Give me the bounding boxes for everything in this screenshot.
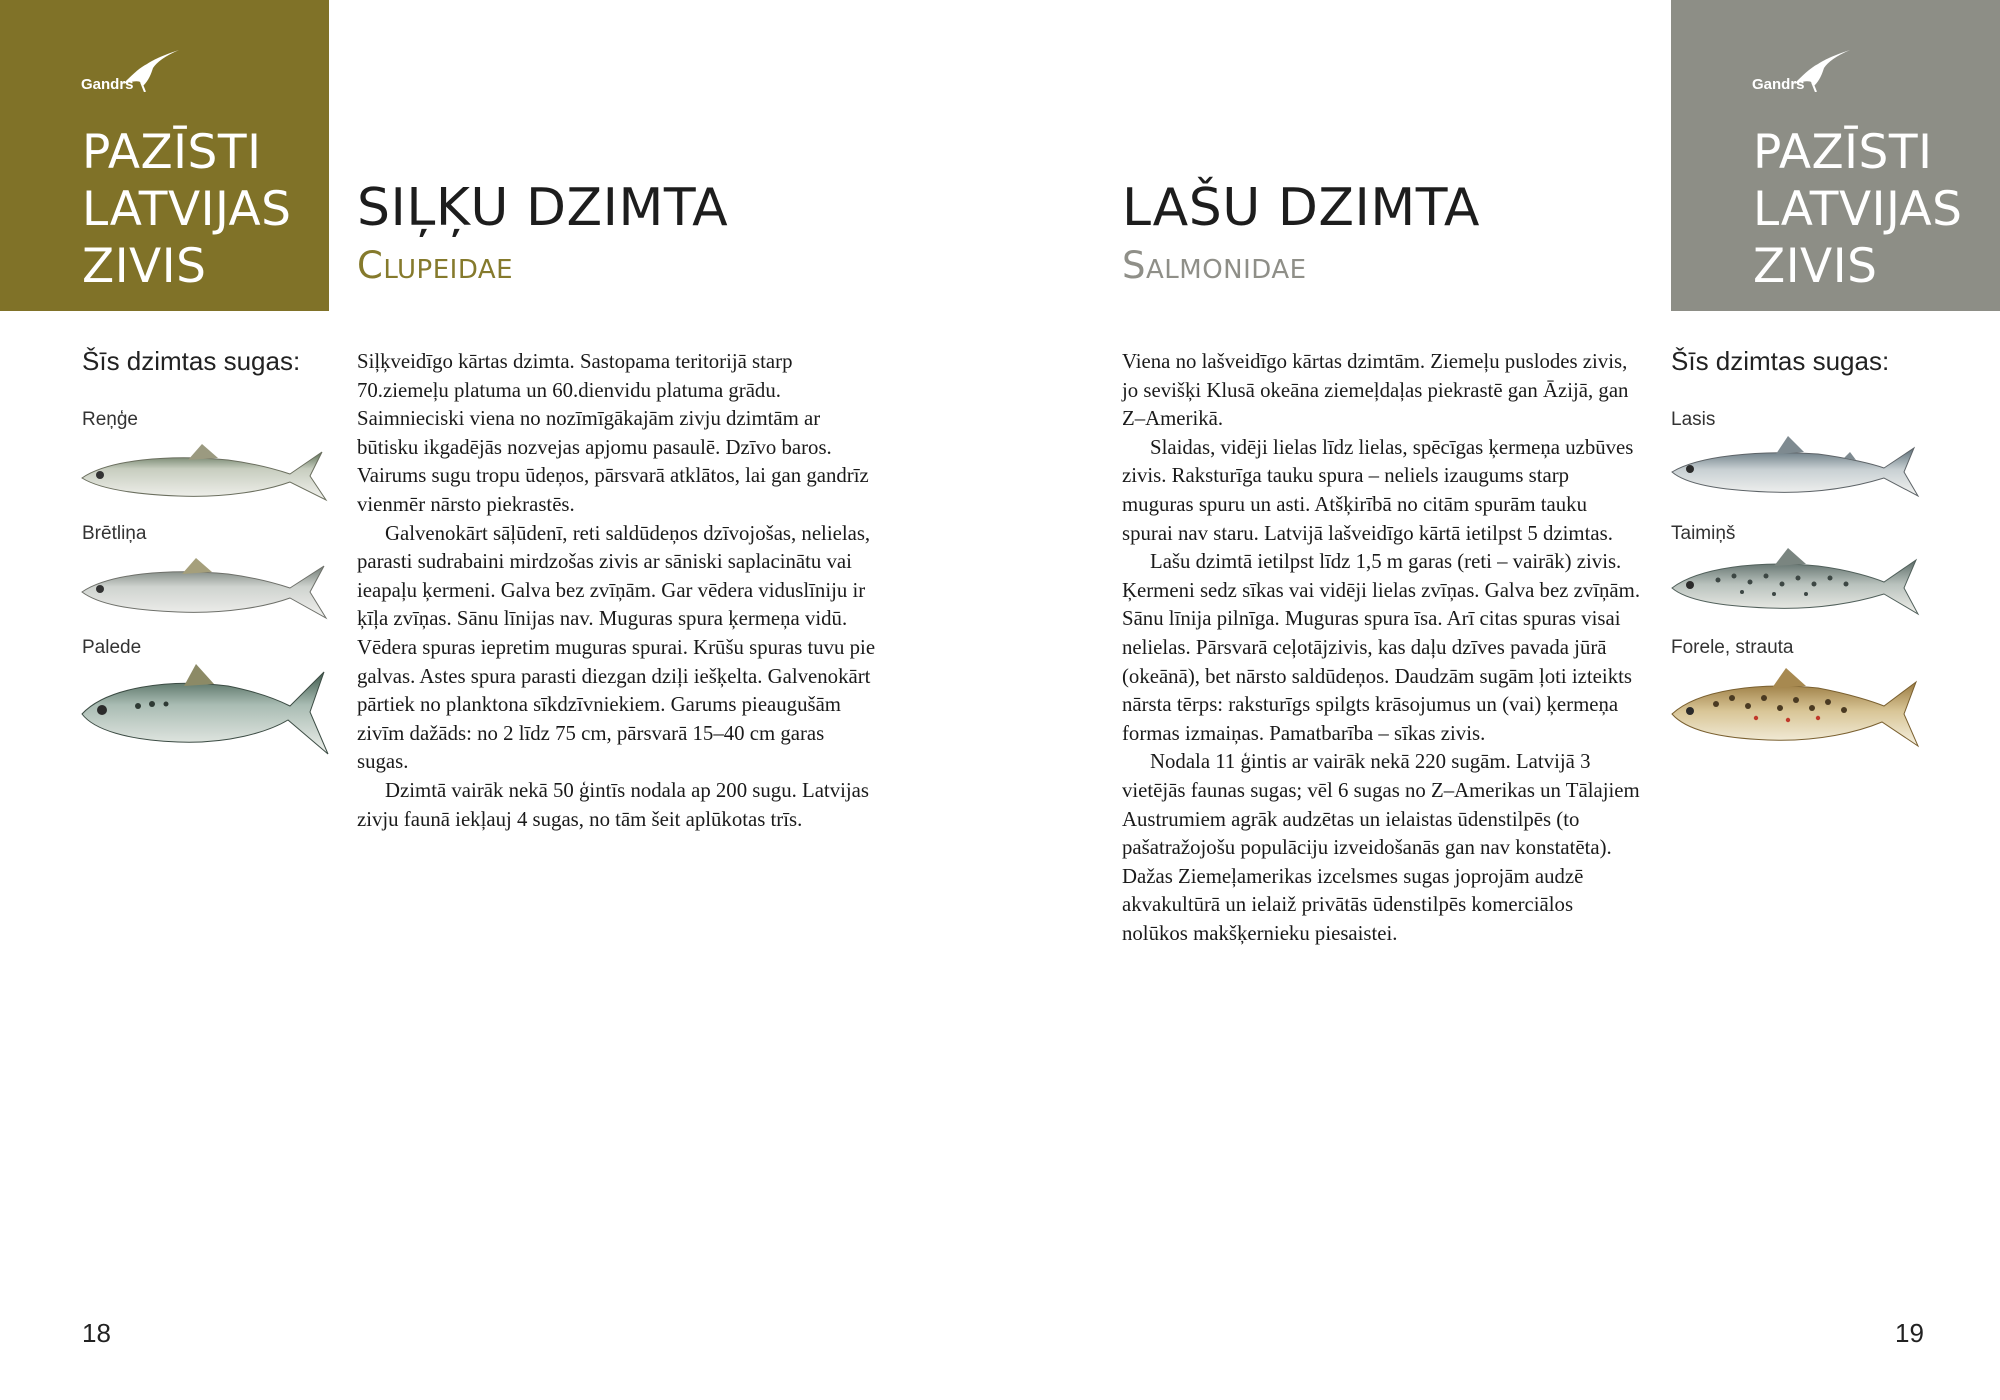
paragraph: Siļķveidīgo kārtas dzimta. Sastopama teritorijā starp 70.ziemeļu platuma un 60.dienvidu platuma grādu. Saimnieciski viena no nozīmīgākajām zivju dzimtām ar būtisku ikgadējās nozvejas apjomu pasaulē. Dzīvo baros. Vairums sugu tropu ūdeņos, pārsvarā atklātos, lai gan gandrīz vienmēr nārsto piekrastēs. [357,350,869,516]
paragraph: Slaidas, vidēji lielas līdz lielas, spēcīgas ķermeņa uzbūves zivis. Raksturīga tauku spura – neliels izaugums starp muguras spuru un asti. Atšķirībā no citām spurām tauku spurai nav staru. Latvijā lašveidīgo kārtā ietilpst 5 dzimtas. [1122,435,1634,545]
logo-text: Gandrs [1752,76,1805,93]
paragraph: Viena no lašveidīgo kārtas dzimtām. Ziemeļu puslodes zivis, jo sevišķi Klusā okeāna ziemeļdaļas piekrastē gan Āzijā, gan Z–Amerikā. [1122,350,1629,431]
paragraph: Dzimtā vairāk nekā 50 ģintīs nodala ap 200 sugu. Latvijas zivju faunā iekļauj 4 sugas, no tām šeit aplūkotas trīs. [357,778,869,831]
publisher-logo [1750,48,1850,96]
species-name: Reņģe [82,409,138,430]
series-title: PAZĪSTI LATVIJAS ZIVIS [1753,125,1963,294]
family-title: LAŠU DZIMTA [1122,178,1480,238]
species-name: Brētliņa [82,523,147,544]
paragraph: Lašu dzimtā ietilpst līdz 1,5 m garas (reti – vairāk) zivis. Ķermeni sedz sīkas vai vidēji lielas zvīņas. Galva bez zvīņām. Sānu līnija pilnīga. Muguras spura īsa. Arī citas spuras visai nelielas. Pārsvarā ceļotājzivis, kas daļu dzīves pavada jūrā (okeānā), bet nārsto saldūdeņos. Daudzām sugām ļoti izteikts nārsta tērps: raksturīgs spilgts krāsojumus un (vai) ķermeņa formas izmaiņas. Pamatbarība – sīkas zivis. [1122,550,1641,745]
species-heading: Šīs dzimtas sugas: [1671,346,1890,376]
sea-trout-icon [1668,546,1920,620]
page-number: 18 [82,1318,111,1348]
publisher-logo [79,48,179,96]
sprat-icon [78,552,330,624]
right-page [1000,0,2000,1400]
herring-icon [78,440,330,508]
brown-trout-icon [1668,664,1920,756]
family-description [1122,348,1642,948]
paragraph: Galvenokārt sāļūdenī, reti saldūdeņos dzīvojošas, nelielas, parasti sudrabaini mirdzošas zivis ar sāniski saplacinātu vai ieapaļu ķermeni. Galva bez zvīņām. Gar vēdera viduslīniju ir ķīļa zvīņas. Sānu līnijas nav. Muguras spura ķermeņa vidū. Vēdera spuras iepretim muguras spurai. Krūšu spuras tuvu pie galvas. Astes spura parasti diezgan dziļi iešķelta. Galvenokārt pārtiek no planktona sīkdzīvniekiem. Garums pieaugušām zivīm dažāds: no 2 līdz 75 cm, pārsvarā 15–40 cm garas sugas. [357,521,876,774]
series-banner [1671,0,2000,311]
family-description [357,348,877,834]
series-banner [0,0,329,311]
series-title: PAZĪSTI LATVIJAS ZIVIS [82,125,292,294]
species-name: Forele, strauta [1671,637,1794,658]
paragraph: Nodala 11 ģintis ar vairāk nekā 220 sugām. Latvijā 3 vietējās faunas sugas; vēl 6 sugas no Z–Amerikas un Tālajiem Austrumiem agrāk audzētas un ielaistas ūdenstilpēs (to pašatražojošu populāciju izveidošanās gan nav konstatēta). Dažas Ziemeļamerikas izcelsmes sugas joprojām audzē akvakultūrā un ielaiž privātās ūdenstilpēs komerciālos nolūkos makšķernieku piesaistei. [1122,750,1640,945]
species-name: Taimiņš [1671,523,1736,544]
family-title: SIĻĶU DZIMTA [357,178,729,238]
page-number: 19 [1895,1318,1924,1348]
salmon-icon [1668,434,1920,504]
family-latin-name: Salmonidae [1122,244,1307,287]
logo-text: Gandrs [81,76,134,93]
species-name: Lasis [1671,409,1716,430]
family-latin-name: Clupeidae [357,244,514,287]
twaite-shad-icon [78,662,330,758]
species-heading: Šīs dzimtas sugas: [82,346,301,376]
species-name: Palede [82,637,142,658]
